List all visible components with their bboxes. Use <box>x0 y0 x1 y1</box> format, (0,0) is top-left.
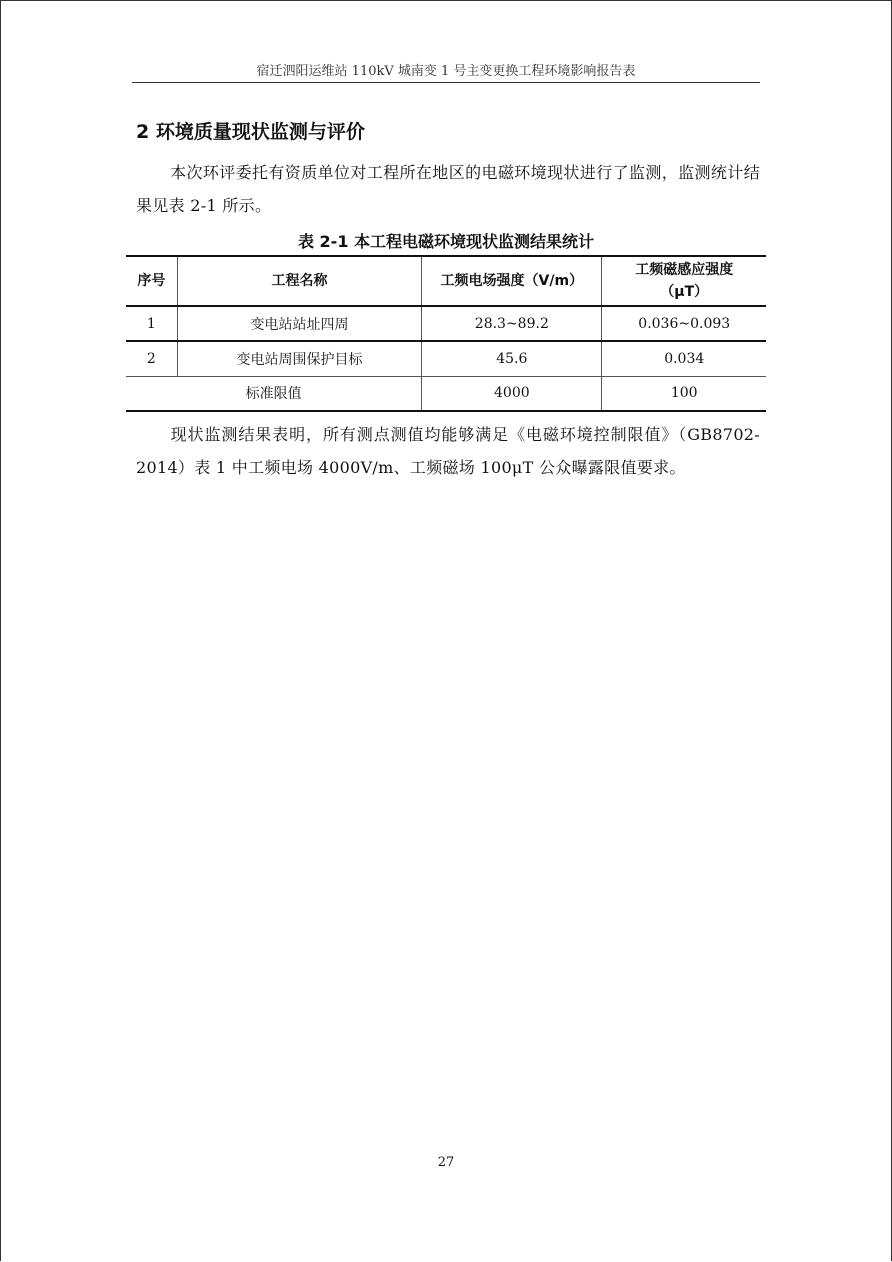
table-header-row <box>126 256 766 306</box>
cell-name: 变电站站址四周 <box>177 306 421 341</box>
cell-standard-e: 4000 <box>422 376 602 411</box>
cell-e-field: 28.3~89.2 <box>422 306 602 341</box>
header-name: 工程名称 <box>177 256 421 306</box>
cell-seq: 1 <box>126 306 177 341</box>
monitoring-results-table <box>126 255 766 412</box>
intro-paragraph <box>136 156 760 222</box>
cell-standard-label: 标准限值 <box>126 376 422 411</box>
cell-seq: 2 <box>126 341 177 376</box>
cell-name: 变电站周围保护目标 <box>177 341 421 376</box>
header-b-field-line1: 工频磁感应强度 <box>635 262 734 278</box>
table-row-standard <box>126 376 766 411</box>
header-b-field <box>602 256 766 306</box>
cell-b-field: 0.034 <box>602 341 766 376</box>
table-row <box>126 306 766 341</box>
page-number: 27 <box>437 1155 455 1170</box>
cell-b-field: 0.036~0.093 <box>602 306 766 341</box>
header-rule <box>132 82 760 83</box>
header-e-field: 工频电场强度（V/m） <box>422 256 602 306</box>
table-caption: 表 2-1 本工程电磁环境现状监测结果统计 <box>297 232 595 251</box>
header-seq: 序号 <box>126 256 177 306</box>
header-b-field-line2: （μT） <box>660 284 709 300</box>
table-row <box>126 341 766 376</box>
conclusion-paragraph <box>136 418 760 484</box>
cell-e-field: 45.6 <box>422 341 602 376</box>
cell-standard-b: 100 <box>602 376 766 411</box>
section-title: 2 环境质量现状监测与评价 <box>136 121 365 143</box>
conclusion-text: 现状监测结果表明，所有测点测值均能够满足《电磁环境控制限值》（GB8702-2014）表 1 中工频电场 4000V/m、工频磁场 100μT 公众曝露限值要求。 <box>136 425 760 477</box>
intro-text: 本次环评委托有资质单位对工程所在地区的电磁环境现状进行了监测，监测统计结果见表 2-1 所示。 <box>136 163 760 215</box>
running-header: 宿迁泗阳运维站 110kV 城南变 1 号主变更换工程环境影响报告表 <box>256 64 636 79</box>
